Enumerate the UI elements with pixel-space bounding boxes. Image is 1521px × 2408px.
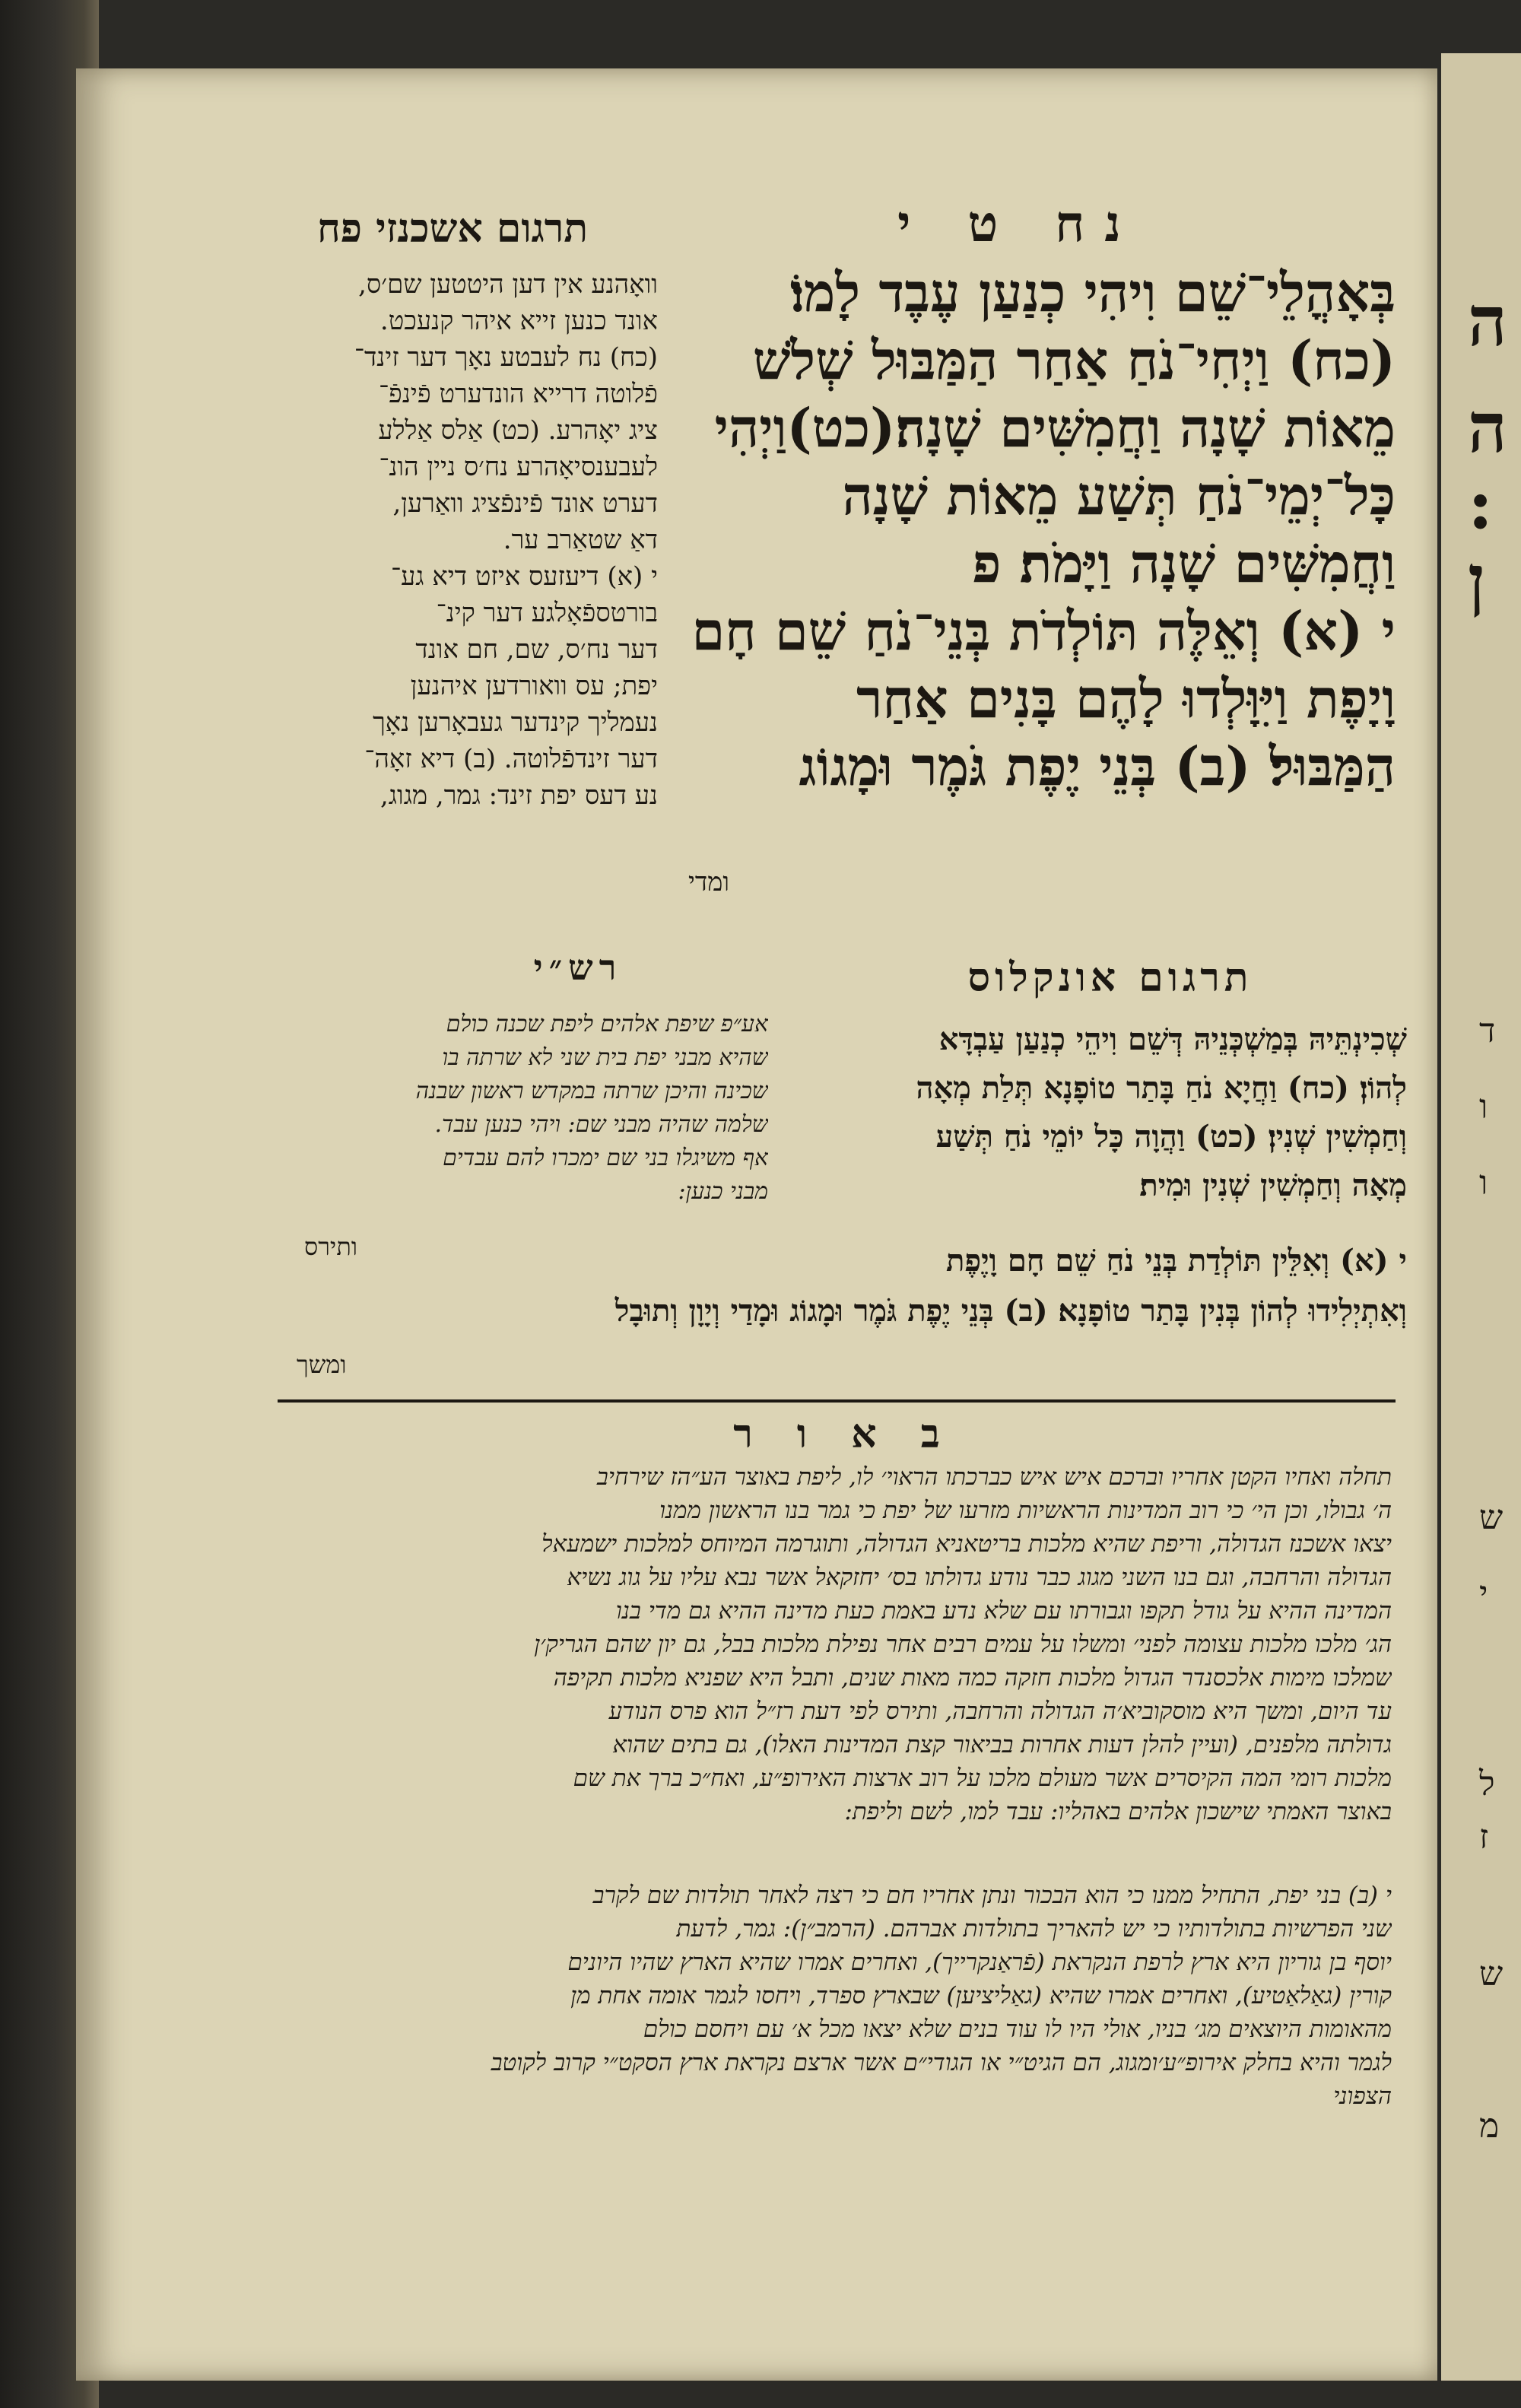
facing-fragment-small: י xyxy=(1479,1574,1488,1613)
facing-fragment-small: ש xyxy=(1479,1955,1504,1993)
onkelos-line: מְאָה וְחַמְשִׁין שְׁנִין וּמִית׃ xyxy=(1139,1167,1407,1203)
onkelos-line: י (א) וְאִלֵּין תּוֹלְדַת בְּנֵי נֹחַ שֵׁם חָם וָיֶפֶת xyxy=(946,1243,1407,1279)
rashi-line: מבני כנען: xyxy=(678,1178,768,1205)
rashi-line: שכינה והיכן שרתה במקדש ראשון שבנה xyxy=(415,1078,768,1104)
biur-line: הג׳ מלכו מלכות עצומה לפני׳ ומשלו על עמים רבים אחר נפילת מלכות בבל, גם יון שהם הגריק׳ן xyxy=(534,1631,1392,1658)
biur-line: י (ב) בני יפת, התחיל ממנו כי הוא הבכור ונתן אחריו חם כי רצה לאחר תולדות שם לקרב xyxy=(592,1882,1392,1909)
onkelos-line: שְׁכִינְתֵּיהּ בְּמַשְׁכְּנֵיהּ דְּשֵׁם וִיהֵי כְנַעַן עַבְדָּא xyxy=(938,1021,1407,1057)
biur-line: לגמר והיא בחלק אירופ״ע׳ומגוג, הם הגיט״י או הגודי״ם אשר ארצם נקראת ארץ הסקט״י קרוב לקוטב xyxy=(491,2049,1392,2076)
biur-line: שני הפרשיות בתולדותיו כי יש להאריך בתולדות אברהם. (הרמב״ן): גמר, לדעת xyxy=(676,1915,1392,1943)
yiddish-line: י (א) דיעזעס איזט דיא גע־ xyxy=(391,561,658,592)
facing-fragment: ן xyxy=(1468,540,1485,621)
biur-line: באוצר האמתי שישכון אלהים באהליו: עבד למו, לשם וליפת: xyxy=(844,1798,1392,1825)
yiddish-line: ציג יאָהרע. (כט) אַלס אַללע xyxy=(378,415,658,446)
biur-line: שמלכו מימות אלכסנדר הגדול מלכות חזקה כמה מאות שנים, ותבל היא שפניא מלכות תקיפה xyxy=(553,1664,1392,1692)
onkelos-line: וְאִתְיְלִידוּ לְהוֹן בְּנִין בָּתַר טוֹפָנָא׃ (ב) בְּנֵי יֶפֶת גֹּמֶר וּמָגוֹג וּמָדַי וְיָוָן וְתוּבָל xyxy=(614,1293,1407,1329)
yiddish-line: דאַ שטאַרב ער. xyxy=(503,525,658,555)
running-header-right: נח ט י xyxy=(897,194,1141,253)
main-text-line: כָּל־יְמֵי־נֹחַ תְּשַׁע מֵאוֹת שָׁנָה xyxy=(842,464,1396,527)
facing-fragment-small: מ xyxy=(1479,2107,1500,2146)
rashi-line: אף משיגלו בני שם ימכרו להם עבדים xyxy=(443,1145,768,1171)
biur-commentary-verse-2 xyxy=(281,1879,1392,2113)
main-text-column xyxy=(688,259,1396,800)
rashi-column xyxy=(297,1008,768,1209)
biur-line: הצפוני xyxy=(1333,2082,1392,2110)
biur-heading: ב א ו ר xyxy=(733,1411,955,1457)
biur-line: גדולתה מלפנים, (ועיין להלן דעות אחרות בביאור קצת המדינות האלו), גם בתים שהוא xyxy=(612,1731,1392,1758)
main-text-line: בְּאָהֳלֵי־שֵׁם וִיהִי כְנַעַן עֶבֶד לָמוֹ׃ xyxy=(789,261,1396,324)
running-header-left: תרגום אשכנזי פח xyxy=(316,205,589,252)
biur-line: יצאו אשכנז הגדולה, וריפת שהיא מלכות בריטאניא הגדולה, ותוגרמה המיוחס למלכות ישמעאל xyxy=(541,1530,1392,1558)
facing-fragment-small: ו xyxy=(1479,1164,1488,1202)
facing-fragment: ה xyxy=(1468,388,1507,469)
biur-line: הגדולה והרחבה, וגם בנו השני מגוג כבר נודע גדולתו בס׳ יחזקאל אשר נבא עליו על גוג נשיא xyxy=(567,1564,1392,1591)
facing-fragment-small: ו xyxy=(1479,1088,1488,1126)
yiddish-line: בורטספֿאָלגע דער קינ־ xyxy=(436,598,658,628)
yiddish-line: דער זינדפֿלוטה. (ב) דיא זאָה־ xyxy=(364,744,658,774)
facing-fragment-small: ז xyxy=(1479,1818,1489,1857)
yiddish-line: (כח) נח לעבטע נאָך דער זינד־ xyxy=(354,342,658,373)
yiddish-line: נע דעס יפת זינד: גמר, מגוג, xyxy=(380,780,658,811)
biur-line: עד היום, ומשך היא מוסקוביא׳ה הגדולה והרחבה, ותירס לפי דעת רז״ל הוא פרס הנודע xyxy=(608,1698,1392,1725)
rashi-line: אע״פ שיפת אלהים ליפת שכנה כולם xyxy=(446,1011,768,1037)
biur-line: יוסף בן גוריון היא ארץ לרפת הנקראת (פֿראַנקרייך), ואחרים אמרו שהיא הארץ שהיו היונים xyxy=(567,1949,1392,1976)
biur-commentary xyxy=(281,1460,1392,1828)
onkelos-line: וְחַמְשִׁין שְׁנִין׃ (כט) וַהֲוָה כָּל יוֹמֵי נֹחַ תְּשַׁע xyxy=(935,1119,1407,1155)
facing-fragment-small: ל xyxy=(1479,1765,1495,1803)
yiddish-line: לעבענסיאָהרע נח׳ס ניין הונ־ xyxy=(379,452,658,482)
yiddish-line: דער נח׳ס, שם, חם אונד xyxy=(415,634,658,665)
biur-line: תחלה ואחיו הקטן אחריו וברכם איש איש כברכתו הראוי׳ לו, ליפת באוצר הע״הז שירחיב xyxy=(596,1463,1392,1491)
rashi-line: שהיא מבני יפת בית שני לא שרתה בו xyxy=(442,1044,768,1071)
yiddish-line: נעמליך קינדער געבאָרען נאָך xyxy=(373,707,658,738)
main-text-line: וָיָפֶת וַיִּוָּלְדוּ לָהֶם בָּנִים אַחַר xyxy=(856,667,1396,730)
facing-page-edge xyxy=(1441,53,1521,2381)
yiddish-translation-column xyxy=(274,266,658,814)
biur-line: מלכות רומי המה הקיסרים אשר מעולם מלכו על רוב ארצות האירופ״ע, ואח״כ ברך את שם xyxy=(573,1765,1392,1792)
main-catchword: ומדי xyxy=(688,867,730,897)
main-text-line: הַמַּבּוּל׃ (ב) בְּנֵי יֶפֶת גֹּמֶר וּמָגוֹג xyxy=(799,735,1396,798)
onkelos-heading: תרגום אונקלוס xyxy=(967,955,1253,1001)
biur-line: ה׳ גבולו, וכן הי׳ כי רוב המדינות הראשיות מזרעו של יפת כי גמר בנו הראשון ממנו xyxy=(659,1497,1392,1524)
onkelos-line: לְהוֹן׃ (כח) וַחֲיָא נֹחַ בָּתַר טוֹפָנָא תְּלַת מְאָה xyxy=(916,1070,1407,1106)
yiddish-line: וואָהנע אין דען היטטען שם׳ס, xyxy=(358,269,658,300)
biur-line: המדינה ההיא על גודל תקפו וגבורתו עם שלא נדע באמת כעת מדינה ההיא גם מדי בנו xyxy=(615,1597,1392,1625)
yiddish-line: יפת; עס וואורדען איהנען xyxy=(410,671,658,701)
main-text-line: מֵאוֹת שָׁנָה וַחֲמִשִּׁים שָׁנָה׃(כט)וַיְהִי xyxy=(714,396,1396,459)
main-text-line: וַחֲמִשִּׁים שָׁנָה וַיָּמֹת׃ פ xyxy=(972,532,1396,595)
facing-fragment-small: ד xyxy=(1479,1012,1496,1050)
onkelos-catchword: ומשך xyxy=(297,1350,347,1379)
section-divider xyxy=(278,1399,1396,1403)
rashi-line: שלמה שהיה מבני שם: ויהי כנען עבד. xyxy=(434,1111,768,1138)
main-text-line: י (א) וְאֵלֶּה תּוֹלְדֹת בְּנֵי־נֹחַ שֵׁם חָם xyxy=(691,599,1396,662)
onkelos-column xyxy=(776,1015,1407,1210)
onkelos-wide-block xyxy=(289,1236,1407,1336)
facing-fragment: ה xyxy=(1468,281,1507,362)
biur-line: קורין (גאַלאַטיע), ואחרים אמרו שהיא (גאַליציען) שבארץ ספרד, ויחסו לגמר אומה אחת מן xyxy=(570,1982,1392,2009)
yiddish-line: פֿלוטה דרייא הונדערט פֿינפֿ־ xyxy=(379,379,658,409)
facing-fragment-small: ש xyxy=(1479,1498,1504,1537)
facing-fragment: : xyxy=(1468,464,1494,545)
biur-line: מהאומות היוצאים מג׳ בניו, אולי היו לו עוד בנים שלא יצאו מכל א׳ עם ויחסם כולם xyxy=(643,2016,1392,2043)
rashi-catchword: ותירס xyxy=(304,1232,358,1261)
yiddish-line: דערט אונד פֿינפֿציג וואַרען, xyxy=(392,488,658,519)
main-text-line: (כח) וַיְחִי־נֹחַ אַחַר הַמַּבּוּל שְׁלֹשׁ xyxy=(752,329,1396,392)
yiddish-line: אונד כנען זייא איהר קנעכט. xyxy=(379,306,658,336)
rashi-heading: רש״י xyxy=(533,947,623,988)
